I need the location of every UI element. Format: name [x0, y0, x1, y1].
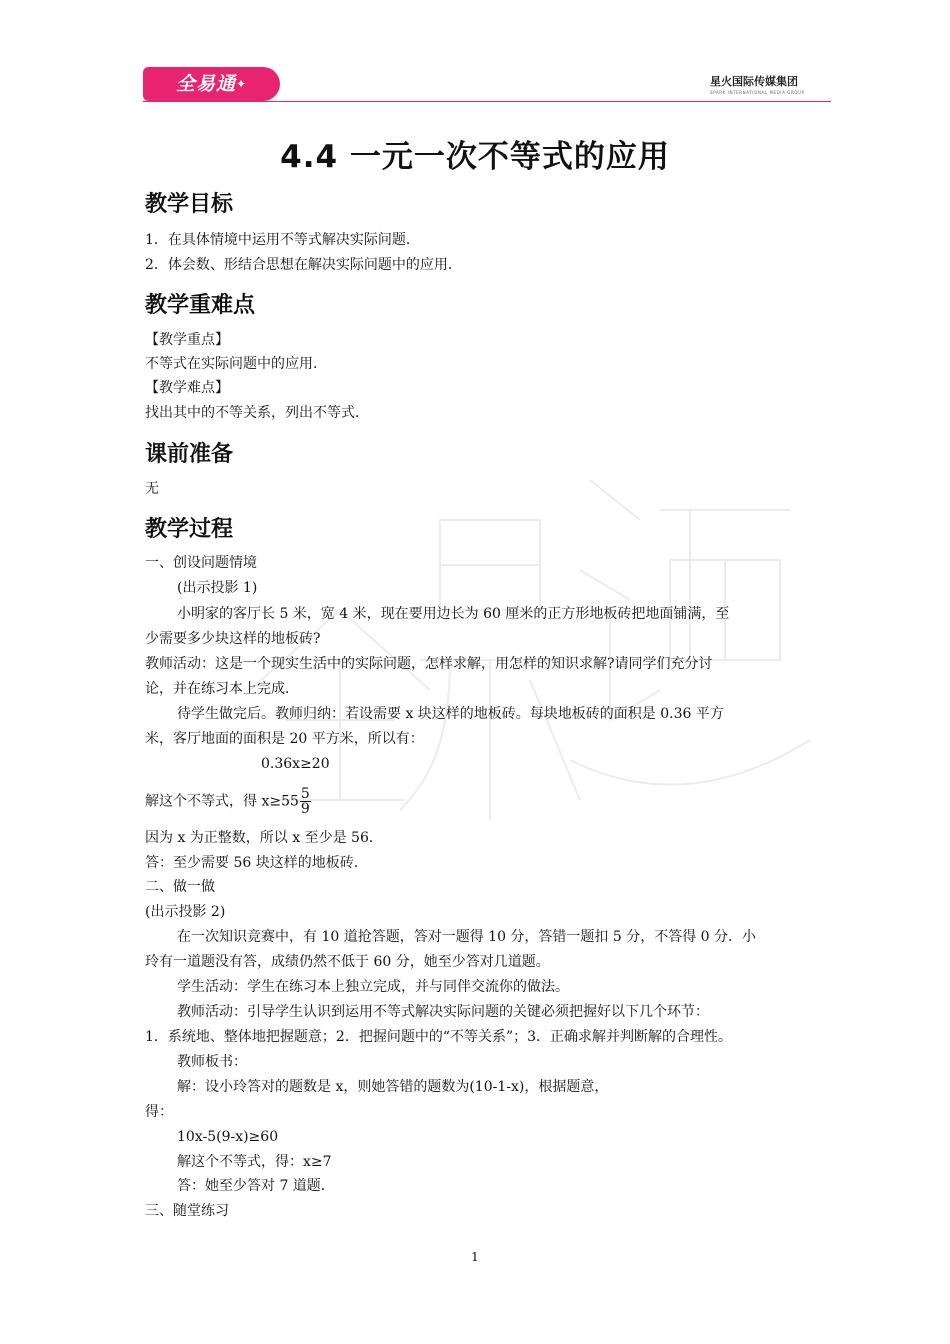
process-line: 解这个不等式，得：x≥7 [177, 1154, 332, 1170]
brand-logo [143, 67, 280, 101]
process-line: 教师活动：引导学生认识到运用不等式解决实际问题的关键必须把握好以下几个环节： [177, 1004, 709, 1020]
page-title: 4.4 一元一次不等式的应用 [280, 139, 670, 175]
process-line: 待学生做完后。教师归纳：若设需要 x 块这样的地板砖。每块地板砖的面积是 0.36 平方 [177, 706, 724, 722]
fraction-denominator: 9 [300, 801, 310, 817]
process-line: (出示投影 2) [145, 904, 226, 920]
process-line: 教师活动：这是一个现实生活中的实际问题，怎样求解，用怎样的知识求解?请同学们充分讨 [145, 656, 713, 672]
publisher-name-en: SPARK INTERNATIONAL MEDIA GROUP [710, 90, 805, 95]
hard-text: 找出其中的不等关系，列出不等式． [145, 405, 369, 421]
prep-text: 无 [145, 481, 159, 497]
process-line: 1．系统地、整体地把握题意；2．把握问题中的“不等关系”；3．正确求解并判断解的合理性。 [145, 1029, 733, 1045]
publisher-name-cn: 星火国际传媒集团 [710, 75, 798, 88]
goals-heading: 教学目标 [145, 192, 234, 217]
process-line: 米，客厅地面的面积是 20 平方米，所以有： [145, 731, 424, 747]
process-line: 教师板书： [177, 1054, 247, 1070]
key-text: 不等式在实际问题中的应用． [145, 356, 327, 372]
solution-line [145, 787, 311, 816]
inequality-1: 0.36x≥20 [261, 756, 330, 772]
logo-text: 全易通 [175, 73, 236, 95]
solution-text: 解这个不等式，得 x≥55 [145, 793, 299, 810]
header-divider [143, 101, 831, 102]
goal-item: 2．体会数、形结合思想在解决实际问题中的应用． [145, 257, 462, 273]
inequality-2: 10x-5(9-x)≥60 [177, 1129, 279, 1145]
process-line: 解：设小玲答对的题数是 x，则她答错的题数为(10-1-x)，根据题意， [177, 1079, 609, 1095]
prep-heading: 课前准备 [145, 442, 234, 467]
star-icon: ✦ [235, 77, 248, 91]
key-label: 【教学重点】 [145, 332, 229, 348]
process-line: 玲有一道题没有答，成绩仍然不低于 60 分，她至少答对几道题。 [145, 954, 550, 970]
publisher-brand [710, 73, 830, 95]
process-line: 答：至少需要 56 块这样的地板砖． [145, 855, 368, 871]
process-line: 学生活动：学生在练习本上独立完成，并与同伴交流你的做法。 [177, 979, 569, 995]
process-line: 一、创设问题情境 [145, 555, 257, 571]
process-line: 因为 x 为正整数，所以 x 至少是 56． [145, 830, 383, 846]
process-line: 三、随堂练习 [145, 1203, 229, 1219]
process-line: 答：她至少答对 7 道题． [177, 1178, 335, 1194]
process-line: 少需要多少块这样的地板砖? [145, 631, 321, 647]
fraction-numerator: 5 [300, 786, 310, 802]
fraction [300, 787, 311, 816]
process-line: 小明家的客厅长 5 米，宽 4 米，现在要用边长为 60 厘米的正方形地板砖把地面铺满，至 [177, 606, 730, 622]
process-line: (出示投影 1) [177, 580, 258, 596]
goal-item: 1．在具体情境中运用不等式解决实际问题． [145, 232, 420, 248]
process-line: 得： [145, 1104, 173, 1120]
page-number: 1 [471, 1250, 479, 1264]
process-line: 论，并在练习本上完成． [145, 681, 299, 697]
keypoints-heading: 教学重难点 [145, 293, 256, 318]
hard-label: 【教学难点】 [145, 380, 229, 396]
process-heading: 教学过程 [145, 517, 234, 542]
process-line: 在一次知识竞赛中，有 10 道抢答题，答对一题得 10 分，答错一题扣 5 分，不答得 0 分．小 [177, 929, 757, 945]
process-line: 二、做一做 [145, 879, 215, 895]
